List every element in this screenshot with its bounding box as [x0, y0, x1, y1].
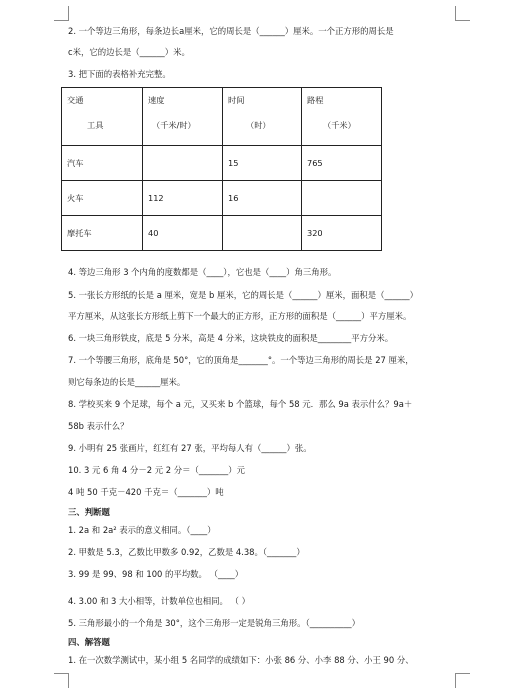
corner-mark-bottom-left — [54, 673, 69, 688]
header-cell-speed: 速度 （千米/时） — [143, 88, 223, 146]
header-cell-time: 时间 （时） — [223, 88, 302, 146]
table-cell-blank — [302, 181, 382, 216]
question-5-line-2: 平方厘米，从这张长方形纸上剪下一个最大的正方形，正方形的面积是（______）平方厘米。 — [68, 311, 412, 321]
question-8-line-2: 58b 表示什么？ — [68, 421, 129, 431]
header-cell-vehicle: 交通 工具 — [62, 88, 143, 146]
question-7-line-1: 7. 一个等腰三角形，底角是 50°，它的顶角是_______°。一个等边三角形的周长是 27 厘米， — [68, 355, 414, 365]
header-cell-distance: 路程 （千米） — [302, 88, 382, 146]
table-row — [62, 216, 382, 251]
question-8-line-1: 8. 学校买来 9 个足球，每个 a 元，又买来 b 个篮球，每个 58 元．那么 9a 表示什么？9a＋ — [68, 399, 413, 409]
solution-question-1: 1. 在一次数学测试中，某小组 5 名同学的成绩如下：小张 86 分、小李 88 分、小王 90 分、 — [68, 655, 414, 665]
question-4: 4. 等边三角形 3 个内角的度数都是（____），它也是（____）角三角形。 — [68, 267, 337, 277]
question-3: 3. 把下面的表格补充完整。 — [68, 69, 171, 79]
question-10-line-2: 4 吨 50 千克－420 千克＝（_______）吨 — [68, 487, 224, 497]
section-judgment-heading: 三、判断题 — [68, 507, 110, 517]
judgment-question-4: 4. 3.00 和 3 大小相等，计数单位也相同。 （ ） — [68, 596, 250, 606]
judgment-question-5: 5. 三角形最小的一个角是 30°，这个三角形一定是锐角三角形。（__________） — [68, 618, 360, 628]
table-cell-blank — [143, 146, 223, 181]
corner-mark-top-left — [54, 6, 69, 21]
fill-in-table — [61, 87, 382, 251]
question-10-line-1: 10. 3 元 6 角 4 分－2 元 2 分＝（_______）元 — [68, 465, 245, 475]
corner-mark-bottom-right — [455, 673, 470, 688]
table-cell: 汽车 — [62, 146, 143, 181]
table-cell-blank — [223, 216, 302, 251]
question-9: 9. 小明有 25 张画片，红红有 27 张，平均每人有（______）张。 — [68, 443, 312, 453]
table-cell: 15 — [223, 146, 302, 181]
table-cell: 765 — [302, 146, 382, 181]
table-cell: 火车 — [62, 181, 143, 216]
table-cell: 320 — [302, 216, 382, 251]
corner-mark-top-right — [455, 6, 470, 21]
question-2-line-2: c米，它的边长是（______）米。 — [68, 47, 190, 57]
question-2-line-1: 2. 一个等边三角形，每条边长a厘米，它的周长是（______）厘米。一个正方形的周长是 — [68, 26, 394, 36]
question-5-line-1: 5. 一张长方形纸的长是 a 厘米，宽是 b 厘米，它的周长是（______）厘米，面积是（______） — [68, 290, 418, 300]
table-cell: 112 — [143, 181, 223, 216]
section-solution-heading: 四、解答题 — [68, 637, 110, 647]
table-cell: 摩托车 — [62, 216, 143, 251]
judgment-question-1: 1. 2a 和 2a² 表示的意义相同。（____） — [68, 525, 216, 535]
table-cell: 16 — [223, 181, 302, 216]
question-6: 6. 一块三角形铁皮，底是 5 分米，高是 4 分米，这块铁皮的面积是________平方分米。 — [68, 333, 394, 343]
table-cell: 40 — [143, 216, 223, 251]
table-row — [62, 146, 382, 181]
judgment-question-2: 2. 甲数是 5.3，乙数比甲数多 0.92，乙数是 4.38。（_______） — [68, 547, 305, 557]
judgment-question-3: 3. 99 是 99、98 和 100 的平均数。 （____） — [68, 569, 244, 579]
table-row — [62, 181, 382, 216]
question-7-line-2: 则它每条边的长是______厘米。 — [68, 377, 186, 387]
table-header-row — [62, 88, 382, 146]
